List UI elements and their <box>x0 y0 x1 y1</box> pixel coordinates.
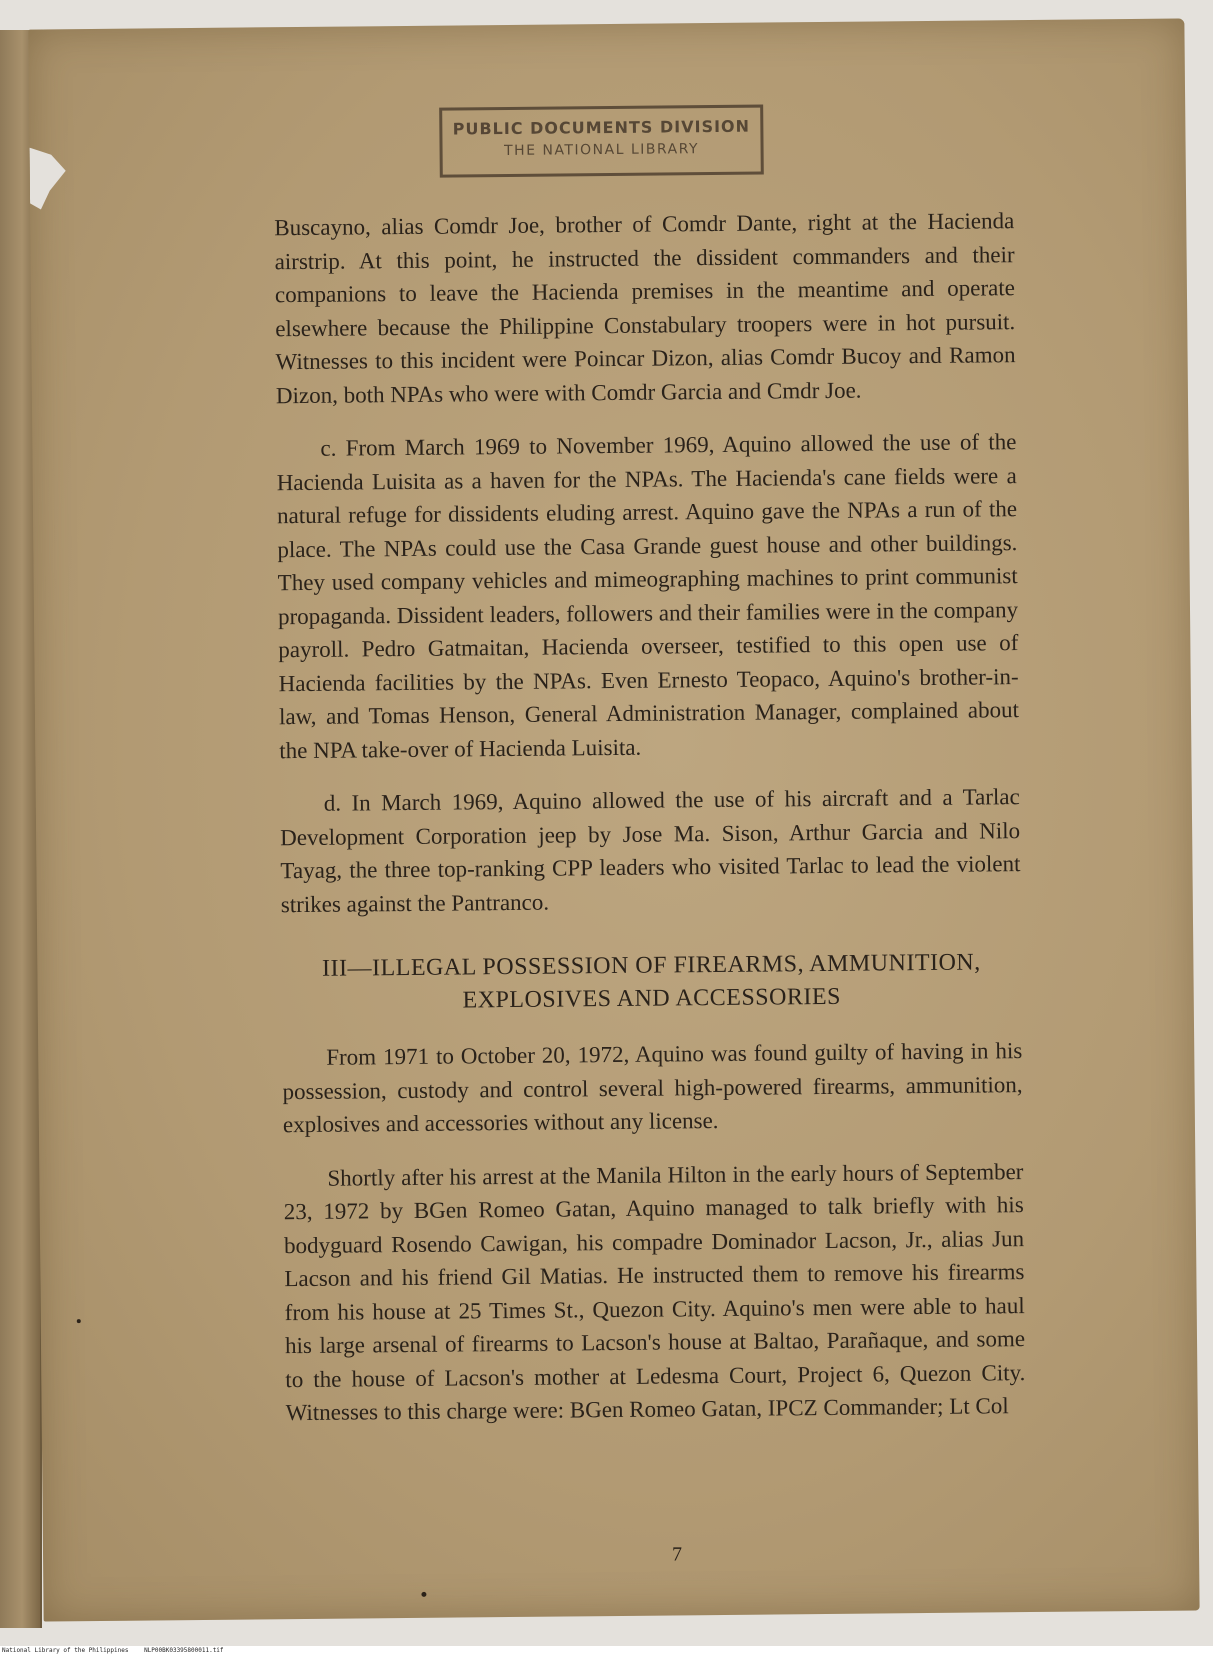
paragraph-continuation: Buscayno, alias Comdr Joe, brother of Comdr Dante, right at the Hacienda airstrip. At this point, he instructed the dissident commanders and their companions to leave the Hacienda premises in the meantime and operate elsewhere because the Philippine Constabulary troopers were in hot pursuit. Witnesses to this incident were Poincar Dizon, alias Comdr Bucoy and Ramon Dizon, both NPAs who were with Comdr Garcia and Cmdr Joe. <box>274 208 1016 408</box>
scan-footer-text <box>2 1646 224 1656</box>
stamp-line-division: PUBLIC DOCUMENTS DIVISION <box>452 116 751 139</box>
library-stamp <box>439 105 764 178</box>
document-page <box>28 18 1199 1621</box>
footer-file-name: NLP00BK03395800011.tif <box>144 1647 224 1654</box>
page-number: 7 <box>671 1543 683 1566</box>
torn-binding-hole <box>30 147 67 209</box>
paragraph-c: c. From March 1969 to November 1969, Aquino allowed the use of the Hacienda Luisita as a haven for the NPAs. The Hacienda's cane fields were a natural refuge for dissidents eluding arrest. Aquino gave the NPAs a run of the place. The NPAs could use the Casa Grande guest house and other buildings. They used company vehicles and mimeographing machines to print communist propaganda. Dissident leaders, followers and their families were in the company payroll. Pedro Gatmaitan, Hacienda overseer, testified to this open use of Hacienda facilities by the NPAs. Even Ernesto Teopaco, Aquino's brother-in-law, and Tomas Henson, General Administration Manager, complained about the NPA take-over of Hacienda Luisita. <box>276 429 1020 763</box>
ink-speck <box>77 1319 81 1323</box>
paragraph-arrest: Shortly after his arrest at the Manila Hilton in the early hours of September 23, 1972 by BGen Romeo Gatan, Aquino managed to talk briefly with his bodyguard Rosendo Cawigan, his compadre Dominador Lacson, Jr., alias Jun Lacson and his friend Gil Matias. He instructed them to remove his firearms from his house at 25 Times St., Quezon City. Aquino's men were able to haul his large arsenal of firearms to Lacson's house at Baltao, Parañaque, and some to the house of Lacson's mother at Ledesma Court, Project 6, Quezon City. Witnesses to this charge were: BGen Romeo Gatan, IPCZ Commander; Lt Col <box>283 1158 1026 1426</box>
body-text <box>274 204 1026 1450</box>
paragraph-d: d. In March 1969, Aquino allowed the use of his aircraft and a Tarlac Development Corporation jeep by Jose Ma. Sison, Arthur Garcia and Nilo Tayag, the three top-ranking CPP leaders who visited Tarlac to lead the violent strikes against the Pantranco. <box>280 784 1021 917</box>
stamp-line-library: THE NATIONAL LIBRARY <box>503 141 700 160</box>
ink-speck <box>421 1592 426 1597</box>
scan-footer <box>0 1646 1213 1658</box>
paragraph-firearms-charge: From 1971 to October 20, 1972, Aquino was found guilty of having in his possession, custody and control several high-powered firearms, ammunition, explosives and accessories without any license. <box>282 1038 1023 1138</box>
section-heading-iii: III—ILLEGAL POSSESSION OF FIREARMS, AMMUNITION, EXPLOSIVES AND ACCESSORIES <box>321 949 981 1014</box>
footer-library-name: National Library of the Philippines <box>2 1647 129 1654</box>
